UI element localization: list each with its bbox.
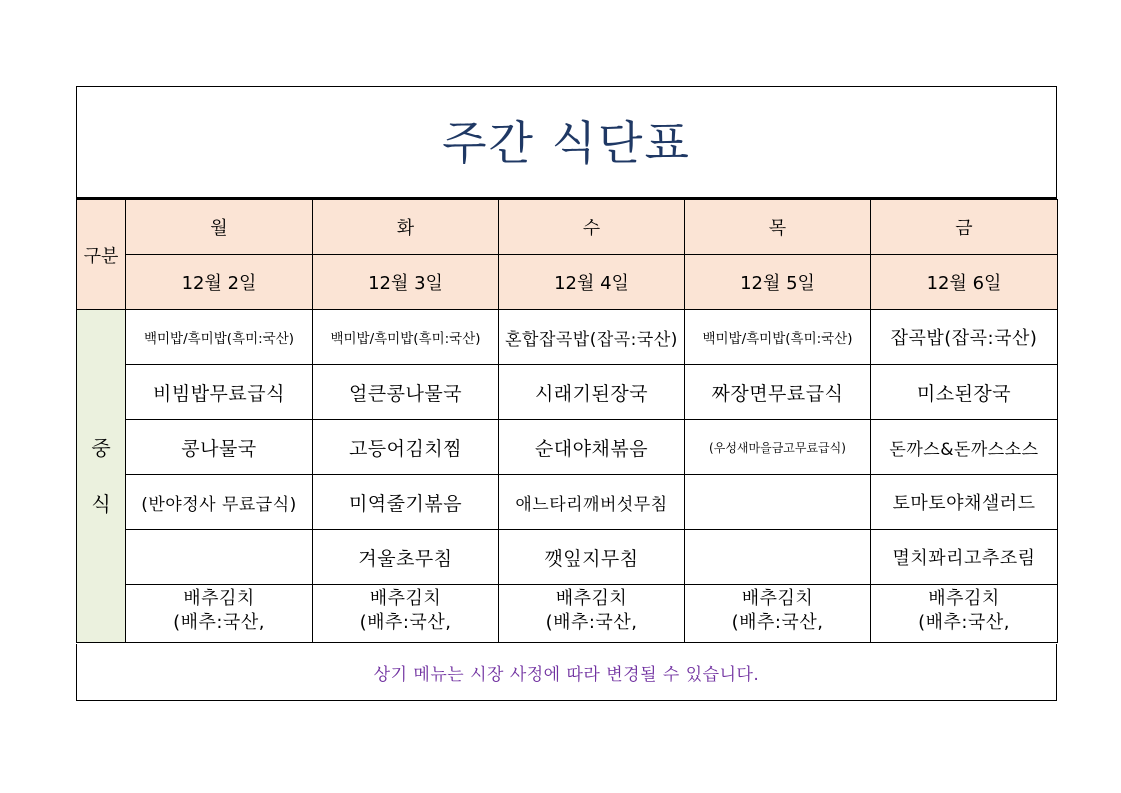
kimchi-origin: (배추:국산, — [173, 612, 265, 633]
menu-table — [76, 199, 1058, 643]
menu-cell: 토마토야채샐러드 — [871, 475, 1058, 530]
kimchi-origin: (배추:국산, — [359, 612, 452, 633]
day-header: 화 — [313, 200, 499, 255]
menu-cell: (우성새마을금고무료급식) — [685, 420, 871, 475]
kimchi-cell — [313, 585, 499, 643]
menu-cell — [126, 530, 313, 585]
menu-row — [77, 420, 1058, 475]
menu-cell: 잡곡밥(잡곡:국산) — [871, 310, 1058, 365]
date-header: 12월 5일 — [685, 255, 871, 310]
header-row-dates — [77, 255, 1058, 310]
date-header: 12월 2일 — [126, 255, 313, 310]
menu-cell: 시래기된장국 — [499, 365, 685, 420]
menu-cell: 깻잎지무침 — [499, 530, 685, 585]
lunch-label-bottom: 식 — [91, 492, 111, 516]
menu-cell: 백미밥/흑미밥(흑미:국산) — [126, 310, 313, 365]
menu-cell: 미역줄기볶음 — [313, 475, 499, 530]
kimchi-cell — [871, 585, 1058, 643]
menu-cell — [685, 530, 871, 585]
category-header: 구분 — [77, 200, 126, 310]
menu-row — [77, 475, 1058, 530]
day-header: 금 — [871, 200, 1058, 255]
kimchi-name: 배추김치 — [369, 588, 442, 609]
menu-sheet — [76, 86, 1057, 701]
menu-cell: 혼합잡곡밥(잡곡:국산) — [499, 310, 685, 365]
day-header: 월 — [126, 200, 313, 255]
menu-cell: 백미밥/흑미밥(흑미:국산) — [685, 310, 871, 365]
menu-cell: 고등어김치찜 — [313, 420, 499, 475]
menu-row-rice — [77, 310, 1058, 365]
menu-cell: 백미밥/흑미밥(흑미:국산) — [313, 310, 499, 365]
menu-row — [77, 530, 1058, 585]
kimchi-name: 배추김치 — [928, 588, 1000, 609]
kimchi-origin: (배추:국산, — [545, 612, 638, 633]
kimchi-origin: (배추:국산, — [731, 612, 824, 633]
kimchi-cell — [685, 585, 871, 643]
lunch-label-top: 중 — [91, 436, 111, 460]
menu-change-notice: 상기 메뉴는 시장 사정에 따라 변경될 수 있습니다. — [76, 644, 1057, 701]
menu-cell: 애느타리깨버섯무침 — [499, 475, 685, 530]
kimchi-name: 배추김치 — [183, 588, 255, 609]
menu-cell: (반야정사 무료급식) — [126, 475, 313, 530]
kimchi-cell — [126, 585, 313, 643]
kimchi-name: 배추김치 — [741, 588, 814, 609]
date-header: 12월 3일 — [313, 255, 499, 310]
menu-cell: 미소된장국 — [871, 365, 1058, 420]
menu-cell: 짜장면무료급식 — [685, 365, 871, 420]
menu-cell: 겨울초무침 — [313, 530, 499, 585]
kimchi-name: 배추김치 — [555, 588, 628, 609]
menu-cell: 순대야채볶음 — [499, 420, 685, 475]
menu-cell: 얼큰콩나물국 — [313, 365, 499, 420]
menu-cell: 돈까스&돈까스소스 — [871, 420, 1058, 475]
lunch-label — [77, 310, 126, 643]
kimchi-cell — [499, 585, 685, 643]
header-row-days — [77, 200, 1058, 255]
date-header: 12월 6일 — [871, 255, 1058, 310]
title-box — [76, 86, 1057, 199]
date-header: 12월 4일 — [499, 255, 685, 310]
menu-cell — [685, 475, 871, 530]
day-header: 수 — [499, 200, 685, 255]
menu-row — [77, 365, 1058, 420]
menu-cell: 멸치꽈리고추조림 — [871, 530, 1058, 585]
day-header: 목 — [685, 200, 871, 255]
menu-cell: 콩나물국 — [126, 420, 313, 475]
menu-cell: 비빔밥무료급식 — [126, 365, 313, 420]
kimchi-origin: (배추:국산, — [918, 612, 1010, 633]
menu-row-kimchi — [77, 585, 1058, 643]
page-title: 주간 식단표 — [442, 116, 691, 170]
